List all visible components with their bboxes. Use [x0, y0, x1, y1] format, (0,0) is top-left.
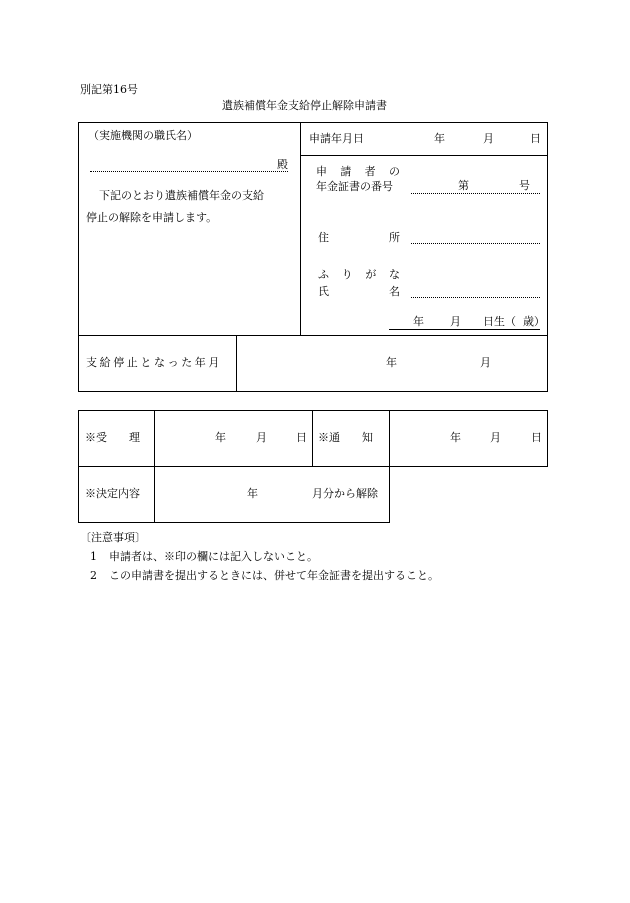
address-field[interactable]: [411, 243, 540, 244]
note-item-text: この申請書を提出するときには、併せて年金証書を提出すること。: [109, 569, 439, 582]
divider-vertical-suspension: [236, 335, 237, 392]
cert-dai: 第: [458, 179, 469, 192]
notice-year: 年: [450, 431, 461, 444]
note-item-number: 2: [90, 569, 97, 582]
divider-office-1: [154, 410, 155, 523]
decision-suffix: 月分から解除: [312, 487, 378, 500]
dono-honorific: 殿: [277, 158, 288, 171]
application-date-label: 申請年月日: [309, 132, 364, 145]
divider-suspension-row: [78, 335, 548, 336]
divider-office-left: [78, 466, 79, 523]
notice-label: ※通 知: [318, 431, 373, 444]
office-use-top-row: [78, 410, 548, 467]
cert-label-line1: 申 請 者 の: [316, 165, 400, 178]
divider-date-row: [300, 155, 548, 156]
birth-month: 月: [450, 315, 461, 328]
notice-month: 月: [490, 431, 501, 444]
decision-year: 年: [247, 487, 258, 500]
note-item-number: 1: [90, 550, 97, 563]
decision-label: ※決定内容: [85, 487, 140, 500]
statement-line-2: 停止の解除を申請します。: [86, 211, 218, 224]
furigana-label: ふ り が な: [318, 268, 400, 281]
application-date-month[interactable]: 月: [483, 132, 494, 145]
form-title: 遺族補償年金支給停止解除申請書: [222, 99, 387, 112]
birth-year: 年: [413, 315, 424, 328]
notes-heading: 〔注意事項〕: [80, 531, 146, 544]
birth-date-field[interactable]: [389, 329, 540, 330]
statement-line-1: 下記のとおり遺族補償年金の支給: [99, 189, 264, 202]
note-item-text: 申請者は、※印の欄には記入しないこと。: [109, 550, 318, 563]
address-label: 住 所: [318, 231, 400, 244]
receipt-year: 年: [215, 431, 226, 444]
cert-go: 号: [519, 179, 530, 192]
divider-office-3: [389, 410, 390, 523]
suspension-month[interactable]: 月: [480, 356, 491, 369]
suspension-year[interactable]: 年: [386, 356, 397, 369]
divider-office-2: [312, 410, 313, 467]
cert-number-field[interactable]: [411, 193, 540, 194]
cert-label-line2: 年金証書の番号: [316, 180, 393, 193]
receipt-day: 日: [296, 431, 307, 444]
name-label: 氏 名: [318, 285, 400, 298]
form-number: 別記第16号: [80, 83, 138, 96]
divider-office-bottom: [78, 522, 390, 523]
application-table: [78, 122, 548, 392]
application-date-day[interactable]: 日: [530, 132, 541, 145]
agency-name-label: （実施機関の職氏名）: [88, 129, 198, 142]
application-date-year[interactable]: 年: [434, 132, 445, 145]
receipt-label: ※受 理: [85, 431, 140, 444]
name-field[interactable]: [411, 297, 540, 298]
notice-day: 日: [531, 431, 542, 444]
birth-day-born: 日生（: [483, 315, 516, 328]
receipt-month: 月: [256, 431, 267, 444]
suspension-label: 支給停止となった年月: [86, 356, 222, 369]
agency-name-field[interactable]: [90, 171, 288, 172]
birth-age: 歳）: [523, 315, 545, 328]
